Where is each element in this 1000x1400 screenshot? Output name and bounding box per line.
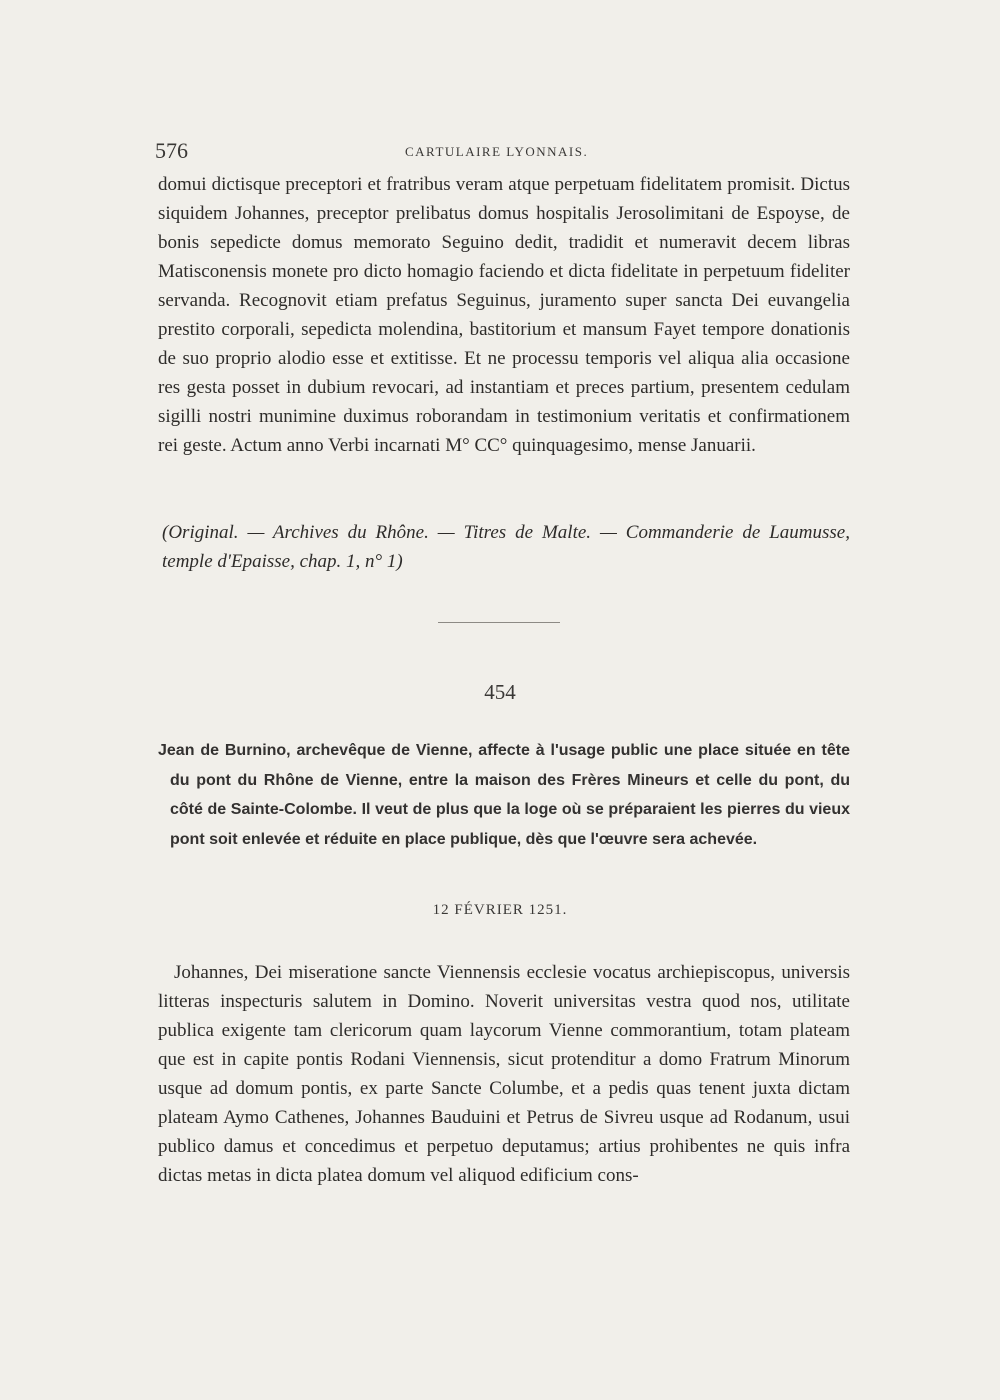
page-number: 576 xyxy=(155,138,188,163)
paragraph: domui dictisque preceptori et fratribus veram atque perpetuam fidelitatem promisit. Dictus siquidem Johannes, preceptor prelibatus domus hospitalis Jerosolimitani de Espoyse, de bonis sepedicte domus memorato Seguino dedit, tradidit et numeravit decem libras Matisconensis monete pro dicto homagio faciendo et dicta fidelitate in perpetuum fideliter servanda. Recognovit etiam prefatus Seguinus, juramento super sancta Dei euvangelia prestito corporali, sepedicta molendina, bastitorium et mansum Fayet tempore donationis de suo proprio alodio esse et extitisse. Et ne processu temporis vel aliqua alia occasione res gesta posset in dubium revocari, ad instantiam et preces partium, presentem cedulam sigilli nostri munimine duximus roborandam in testimonium veritatis et confirmationem rei geste. Actum anno Verbi incarnati M° CC° quinquagesimo, mense Januarii. xyxy=(158,174,850,456)
source-citation xyxy=(158,518,850,576)
document-number: 454 xyxy=(484,680,516,704)
running-title: CARTULAIRE LYONNAIS. xyxy=(405,144,589,159)
charter-text xyxy=(158,958,850,1190)
summary-text: Jean de Burnino, archevêque de Vienne, affecte à l'usage public une place située en tête du pont du Rhône de Vienne, entre la maison des Frères Mineurs et celle du pont, du côté de Sainte-Colombe. Il veut de plus que la loge où se préparaient les pierres du vieux pont soit enlevée et réduite en place publique, dès que l'œuvre sera achevée. xyxy=(158,742,850,848)
charter-text-continued xyxy=(158,170,850,460)
document-summary xyxy=(158,736,850,854)
document-date: 12 FÉVRIER 1251. xyxy=(432,902,568,918)
source-note: (Original. — Archives du Rhône. — Titres de Malte. — Commanderie de Laumusse, temple d'Epaisse, chap. 1, n° 1) xyxy=(162,522,850,572)
paragraph: Johannes, Dei miseratione sancte Viennensis ecclesie vocatus archiepiscopus, universis litteras inspecturis salutem in Domino. Noverit universitas vestra quod nos, utilitate publica exigente tam clericorum quam laycorum Vienne commorantium, totam plateam que est in capite pontis Rodani Viennensis, sicut protenditur a domo Fratrum Minorum usque ad domum pontis, ex parte Sancte Columbe, et a pedis quas tenent juxta dictam plateam Aymo Cathenes, Johannes Bauduini et Petrus de Sivreu usque ad Rodanum, usui publico damus et concedimus et perpetuo deputamus; artius prohibentes ne quis infra dictas metas in dicta platea domum vel aliquod edificium cons- xyxy=(158,962,850,1186)
section-divider xyxy=(438,622,560,623)
page-header xyxy=(155,138,845,168)
